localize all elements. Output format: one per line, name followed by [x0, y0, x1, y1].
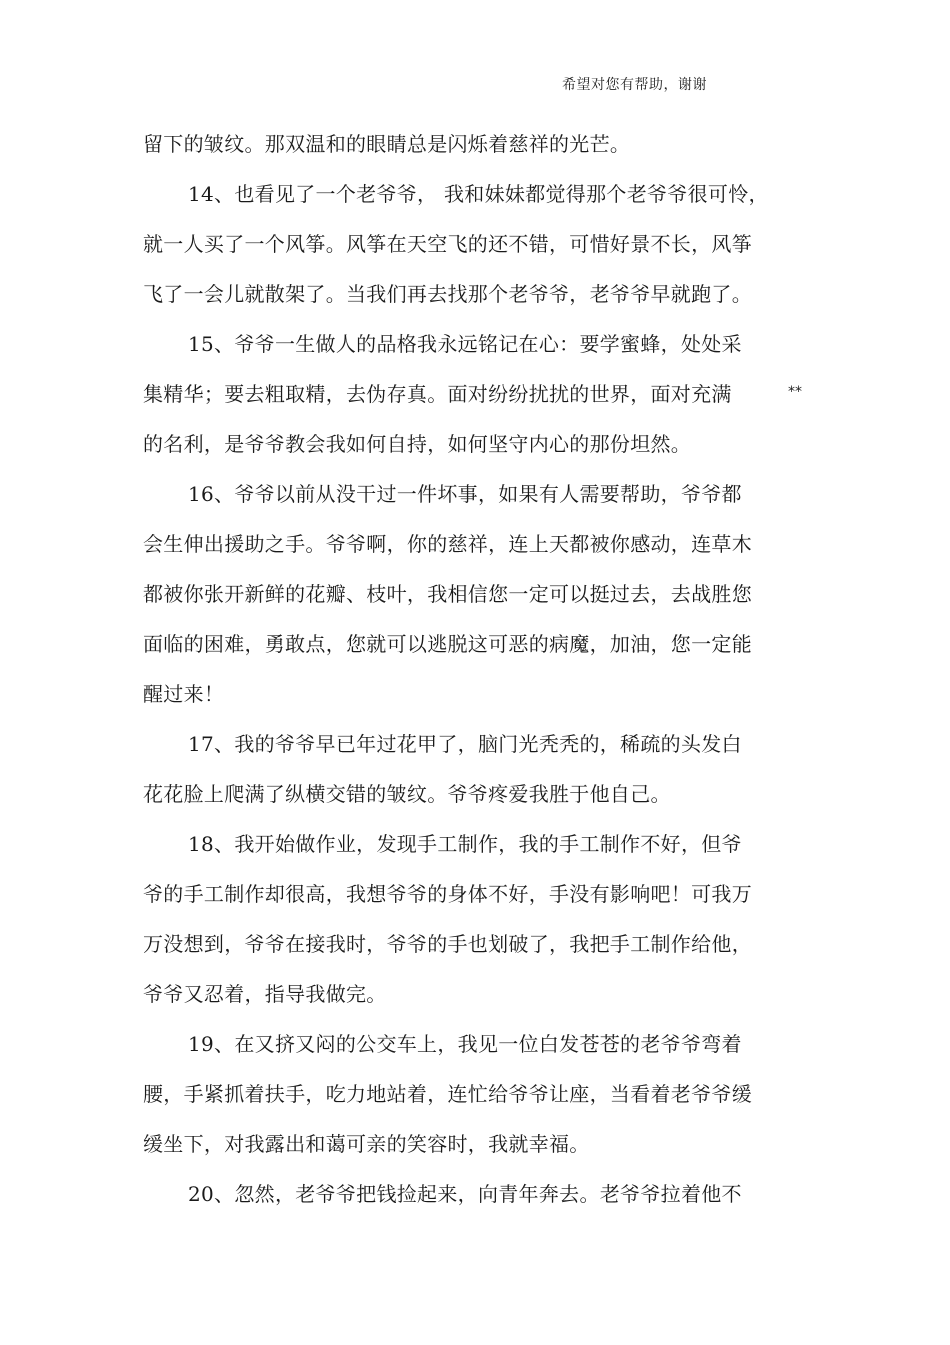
text-line: 万没想到，爷爷在接我时，爷爷的手也划破了，我把手工制作给他， — [143, 932, 752, 956]
text-line: 17、我的爷爷早已年过花甲了，脑门光秃秃的，稀疏的头发白 — [188, 732, 742, 756]
text-line: 16、爷爷以前从没干过一件坏事，如果有人需要帮助，爷爷都 — [188, 482, 742, 506]
text-line: 15、爷爷一生做人的品格我永远铭记在心：要学蜜蜂，处处采 — [188, 332, 742, 356]
text-line: 腰，手紧抓着扶手，吃力地站着，连忙给爷爷让座，当看着老爷爷缓 — [143, 1082, 752, 1106]
text-line: 留下的皱纹。那双温和的眼睛总是闪烁着慈祥的光芒。 — [143, 132, 631, 156]
text-line: 集精华；要去粗取精，去伪存真。面对纷纷扰扰的世界，面对充满 — [143, 382, 732, 406]
text-line: 会生伸出援助之手。爷爷啊，你的慈祥，连上天都被你感动，连草木 — [143, 532, 752, 556]
text-line: 花花脸上爬满了纵横交错的皱纹。爷爷疼爱我胜于他自己。 — [143, 782, 671, 806]
text-line: 就一人买了一个风筝。风筝在天空飞的还不错，可惜好景不长，风筝 — [143, 232, 752, 256]
side-mark: ** — [788, 384, 802, 400]
text-line: 18、我开始做作业，发现手工制作，我的手工制作不好，但爷 — [188, 832, 742, 856]
text-line: 爷的手工制作却很高，我想爷爷的身体不好，手没有影响吧！可我万 — [143, 882, 752, 906]
text-line: 的名利，是爷爷教会我如何自持，如何坚守内心的那份坦然。 — [143, 432, 692, 456]
text-line: 20、忽然，老爷爷把钱捡起来，向青年奔去。老爷爷拉着他不 — [188, 1182, 742, 1206]
text-line: 14、也看见了一个老爷爷， 我和妹妹都觉得那个老爷爷很可怜， — [188, 182, 769, 206]
text-line: 爷爷又忍着，指导我做完。 — [143, 982, 387, 1006]
text-line: 醒过来！ — [143, 682, 225, 706]
page-header: 希望对您有帮助，谢谢 — [562, 77, 707, 93]
text-line: 19、在又挤又闷的公交车上，我见一位白发苍苍的老爷爷弯着 — [188, 1032, 742, 1056]
text-line: 缓坐下，对我露出和蔼可亲的笑容时，我就幸福。 — [143, 1132, 590, 1156]
text-line: 都被你张开新鲜的花瓣、枝叶，我相信您一定可以挺过去，去战胜您 — [143, 582, 752, 606]
text-line: 面临的困难，勇敢点，您就可以逃脱这可恶的病魔，加油，您一定能 — [143, 632, 752, 656]
text-line: 飞了一会儿就散架了。当我们再去找那个老爷爷，老爷爷早就跑了。 — [143, 282, 752, 306]
